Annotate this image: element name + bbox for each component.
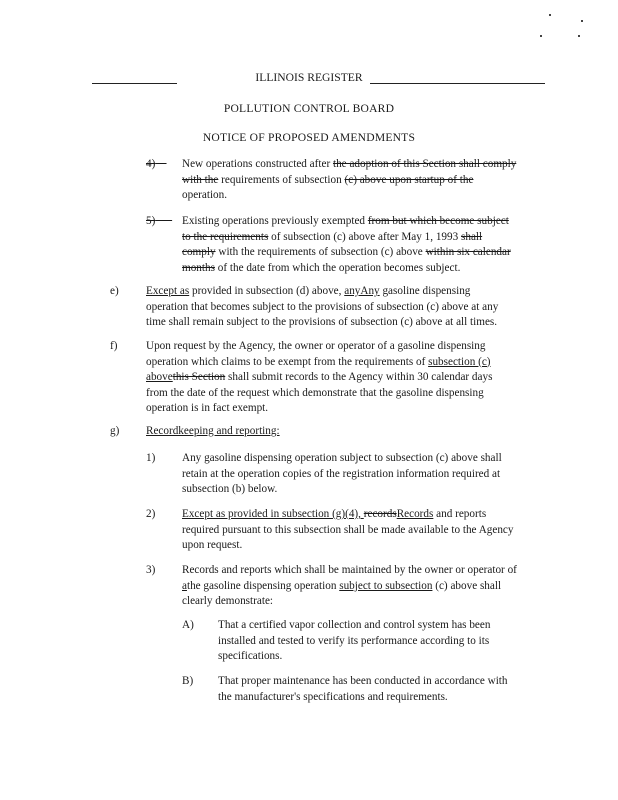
item-g2-text: Except as provided in subsection (g)(4), recordsRecords and reports required pursuant to this subsection shall be made available to the Agency upon request. xyxy=(182,508,514,552)
item-4-label: 4) xyxy=(146,158,156,170)
register-title: ILLINOIS REGISTER xyxy=(255,71,363,84)
scan-speck xyxy=(581,20,583,22)
scan-speck xyxy=(549,14,551,16)
board-title: POLLUTION CONTROL BOARD xyxy=(223,102,395,115)
item-5-text: Existing operations previously exempted from but which become subject to the requirements of subsection (c) above after May 1, 1993 shall comply with the requirements of subsection (c) above within six calendar months of the date from which the operation becomes subject. xyxy=(182,215,511,274)
item-g3b-text: That proper maintenance has been conducted in accordance with the manufacturer's specifications and requirements. xyxy=(218,675,508,703)
item-g1-label: 1) xyxy=(146,452,156,464)
item-g-label: g) xyxy=(110,425,120,437)
notice-title: NOTICE OF PROPOSED AMENDMENTS xyxy=(202,131,416,144)
item-g3-text: Records and reports which shall be maintained by the owner or operator of athe gasoline dispensing operation subject to subsection (c) above shall clearly demonstrate: xyxy=(182,564,517,608)
item-g2-label: 2) xyxy=(146,508,156,520)
scan-speck xyxy=(540,35,542,37)
item-g3-label: 3) xyxy=(146,564,156,576)
item-f-label: f) xyxy=(110,340,118,352)
item-g3a-label: A) xyxy=(182,619,194,631)
item-g-heading: Recordkeeping and reporting: xyxy=(146,425,280,437)
item-f-text: Upon request by the Agency, the owner or operator of a gasoline dispensing operation which claims to be exempt from the requirements of subsection (c) abovethis Section shall submit records to the Agency within 30 calendar days from the date of the request which demonstrate that the gasoline dispensing operation is in fact exempt. xyxy=(146,340,493,415)
scan-speck xyxy=(578,35,580,37)
item-e-label: e) xyxy=(110,285,119,297)
item-g1-text: Any gasoline dispensing operation subject to subsection (c) above shall retain at the operation copies of the registration information required at subsection (b) below. xyxy=(182,452,502,496)
item-4-text: New operations constructed after the adoption of this Section shall comply with the requirements of subsection (c) above upon startup of the operation. xyxy=(182,158,517,202)
item-g3a-text: That a certified vapor collection and control system has been installed and tested to verify its performance according to its specifications. xyxy=(218,619,491,663)
item-e-text: Except as provided in subsection (d) above, anyAny gasoline dispensing operation that becomes subject to the provisions of subsection (c) above at any time shall remain subject to the provisions of subsection (c) above at all times. xyxy=(146,285,499,329)
item-5-label: 5) xyxy=(146,215,156,227)
item-g3b-label: B) xyxy=(182,675,194,687)
